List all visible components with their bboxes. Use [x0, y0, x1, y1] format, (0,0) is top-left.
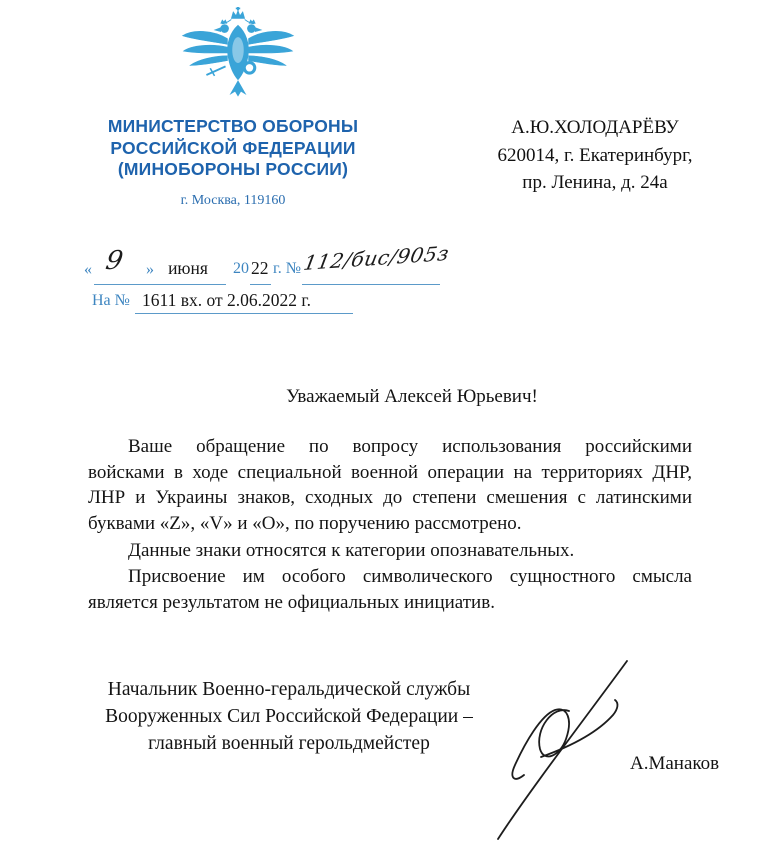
handwritten-signature-icon — [477, 649, 652, 846]
signature-svg — [477, 649, 652, 846]
year-underline — [250, 284, 271, 285]
signer-name: А.Манаков — [630, 753, 720, 774]
signoff-line-1: Начальник Военно-геральдической службы — [107, 679, 471, 700]
body-line: является результатом не официальных инициатив. — [88, 591, 495, 613]
body-line: ЛНР и Украины знаков, сходных до степени смешения с латинскими — [88, 487, 692, 508]
recipient-name: А.Ю.ХОЛОДАРЁВУ — [511, 117, 679, 138]
body-paragraph-3 — [88, 564, 692, 615]
ministry-line-1: МИНИСТЕРСТВО ОБОРОНЫ — [107, 116, 359, 136]
ministry-line-3: (МИНОБОРОНЫ РОССИИ) — [117, 159, 349, 179]
body-line: Присвоение им особого символического сущностного смысла — [128, 566, 692, 587]
body-line: буквами «Z», «V» и «О», по поручению рассмотрено. — [88, 512, 522, 534]
body-line: Данные знаки относятся к категории опознавательных. — [128, 540, 575, 561]
recipient-address-line-2: пр. Ленина, д. 24а — [522, 172, 668, 193]
incoming-value: 1611 вх. от 2.06.2022 г. — [142, 290, 311, 310]
salutation: Уважаемый Алексей Юрьевич! — [286, 386, 538, 407]
body-line: Ваше обращение по вопросу использования российскими — [128, 436, 692, 457]
body-paragraph-2 — [88, 538, 692, 564]
signoff-line-2: Вооруженных Сил Российской Федерации – — [105, 706, 473, 727]
incoming-underline — [135, 313, 353, 314]
body-paragraph-1 — [88, 434, 692, 536]
eagle-emblem-svg — [180, 7, 296, 97]
ministry-city-line: г. Москва, 119160 — [180, 193, 286, 208]
outgoing-number-underline — [302, 284, 440, 285]
month-value: июня — [168, 258, 208, 278]
day-underline — [94, 284, 144, 285]
double-headed-eagle-emblem-icon — [180, 7, 296, 97]
outgoing-number-label: г. № — [273, 260, 302, 277]
incoming-label: На № — [92, 292, 130, 309]
handwritten-outgoing-number: 112/бис/905з — [301, 241, 452, 275]
signoff-line-3: главный военный герольдмейстер — [148, 733, 430, 754]
year-value: 22 — [251, 258, 269, 278]
year-prefix: 20 — [233, 260, 249, 277]
body-line: войсками в ходе специальной военной операции на территориях ДНР, — [88, 461, 692, 483]
open-quote: « — [84, 261, 92, 278]
ministry-name-block — [78, 116, 388, 181]
month-underline — [140, 284, 226, 285]
close-quote: » — [146, 261, 154, 278]
ministry-line-2: РОССИЙСКОЙ ФЕДЕРАЦИИ — [110, 137, 356, 158]
recipient-block — [445, 114, 745, 197]
recipient-address-line-1: 620014, г. Екатеринбург, — [497, 144, 693, 166]
handwritten-day: 9 — [103, 246, 126, 276]
signoff-position-block — [85, 676, 493, 757]
